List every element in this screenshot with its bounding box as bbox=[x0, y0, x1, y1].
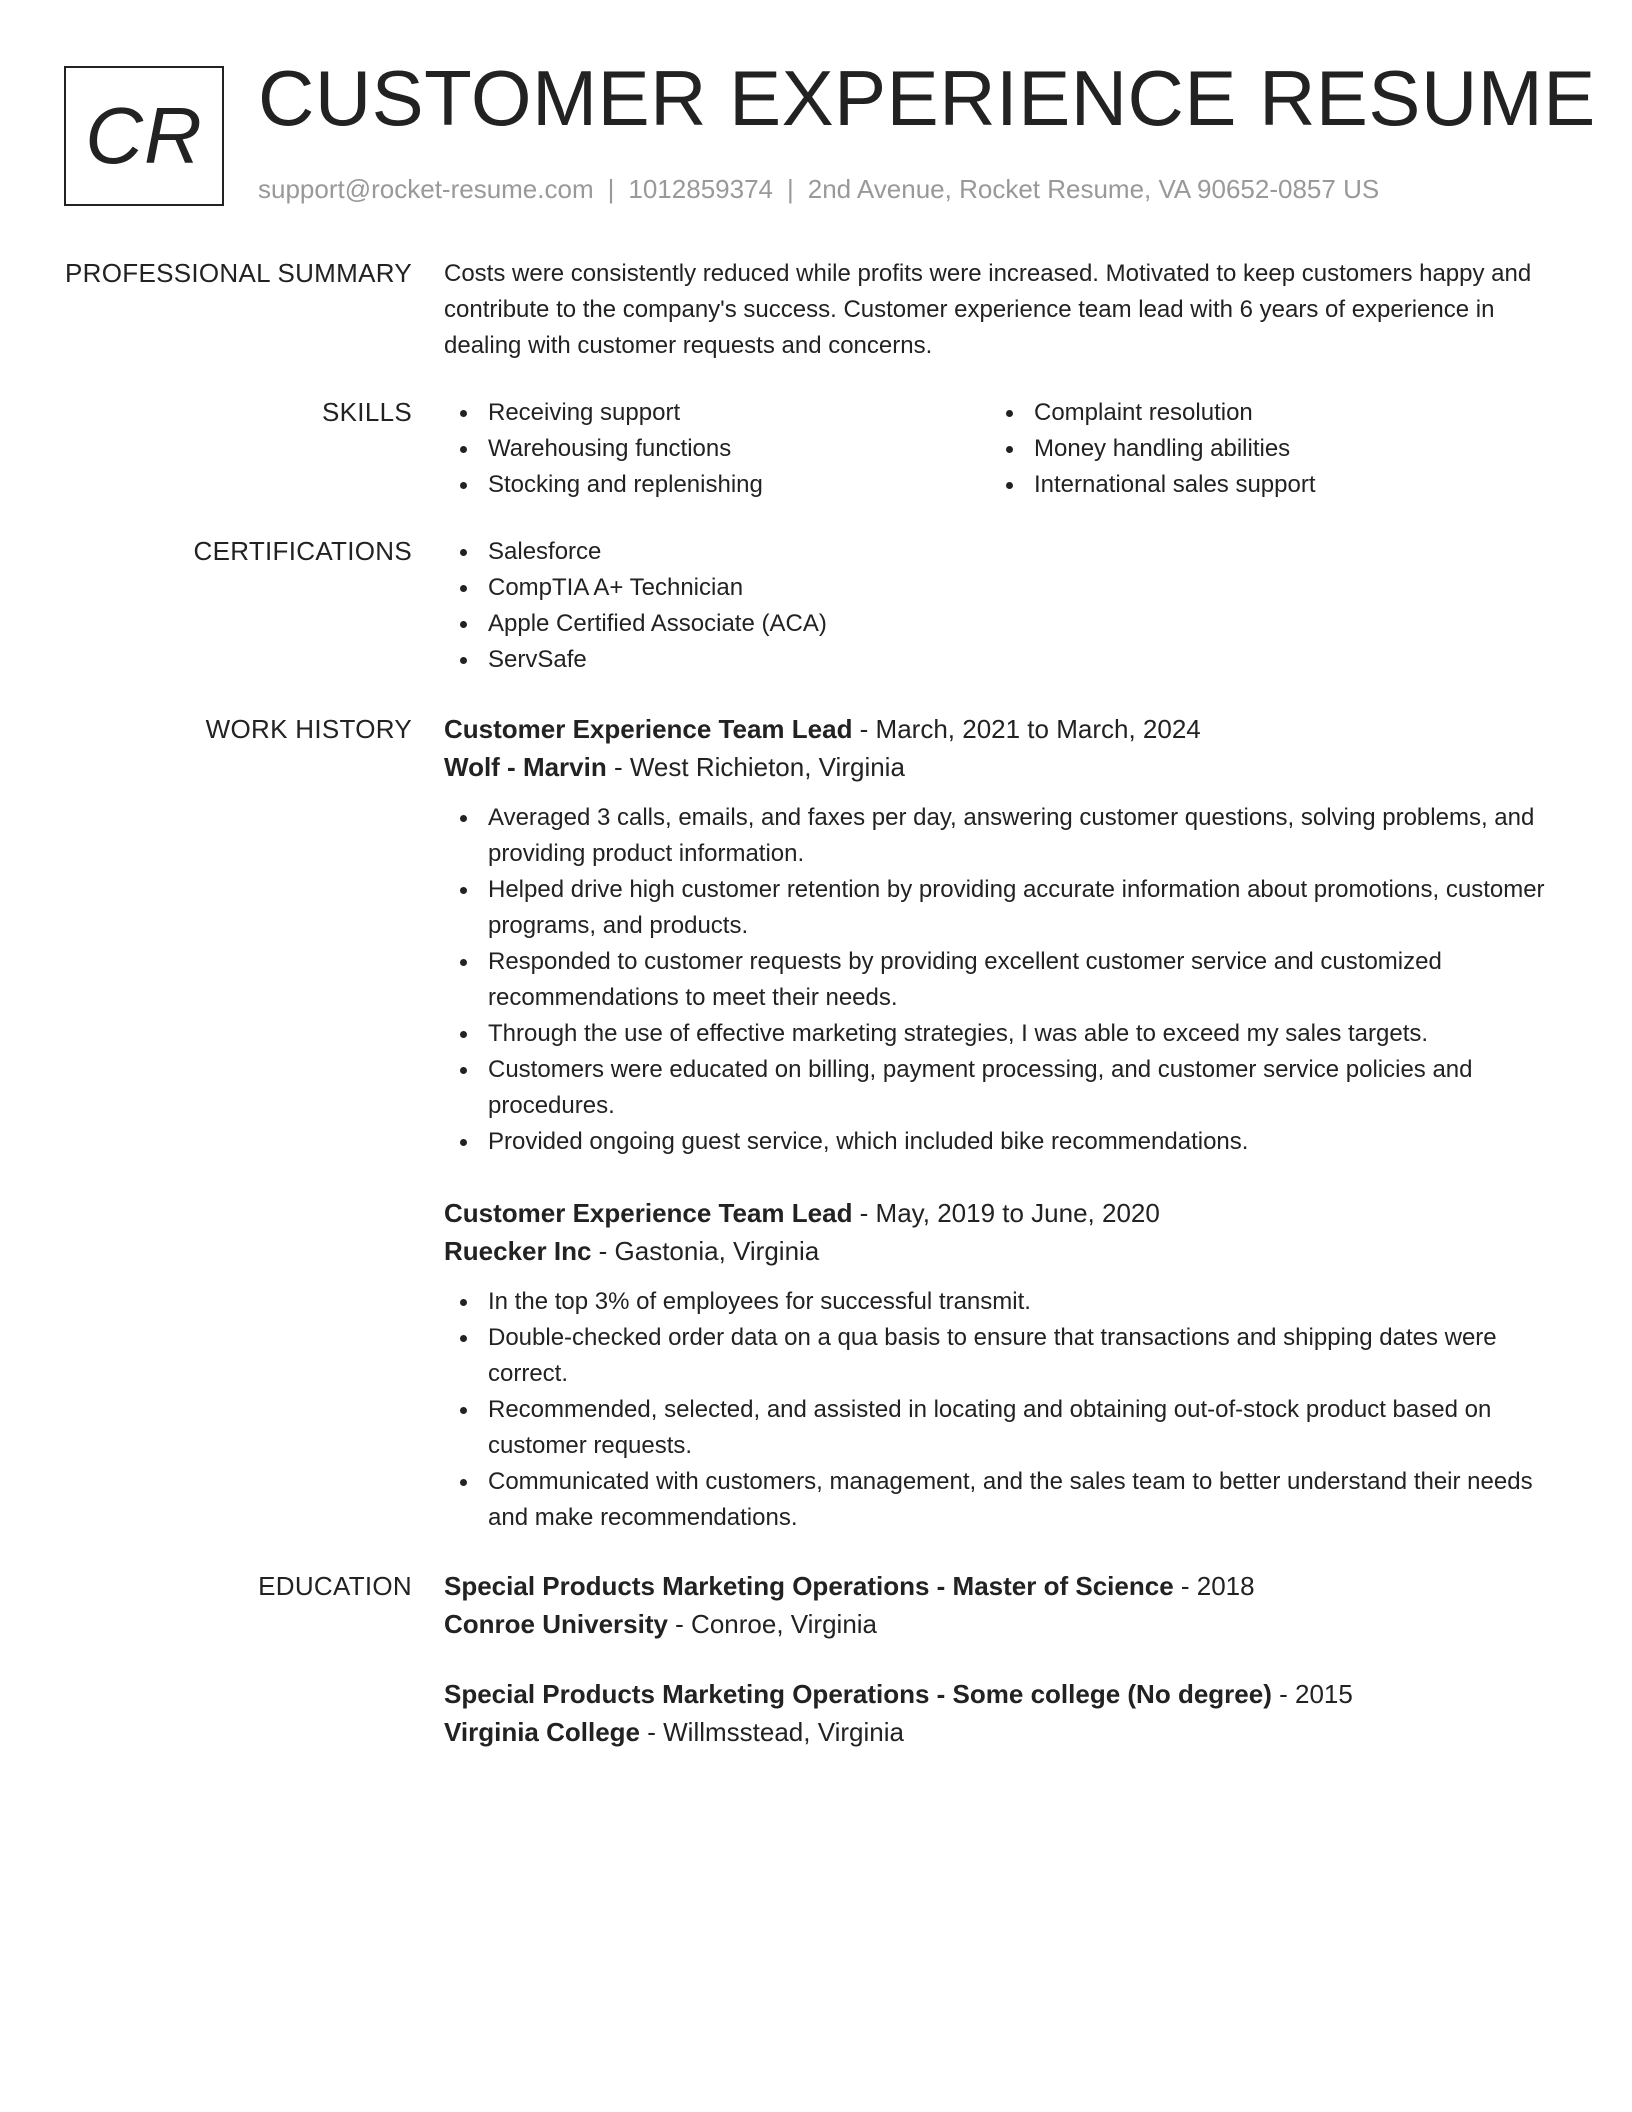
job-company: Wolf - Marvin bbox=[444, 752, 607, 782]
education-degree: Special Products Marketing Operations - Some college (No degree) bbox=[444, 1679, 1272, 1709]
contact-address: 2nd Avenue, Rocket Resume, VA 90652-0857 US bbox=[807, 174, 1380, 204]
skill-item: Warehousing functions bbox=[444, 431, 990, 467]
job-duties-list bbox=[444, 800, 1556, 1160]
section-label-summary: PROFESSIONAL SUMMARY bbox=[65, 258, 412, 288]
job-title: Customer Experience Team Lead bbox=[444, 714, 853, 744]
job-entry bbox=[444, 710, 1556, 1160]
job-company: Ruecker Inc bbox=[444, 1236, 592, 1266]
skills-column-2 bbox=[990, 395, 1536, 503]
job-duty: Averaged 3 calls, emails, and faxes per day, answering customer questions, solving problems, and providing product information. bbox=[444, 800, 1556, 872]
summary-text: Costs were consistently reduced while profits were increased. Motivated to keep customers happy and contribute to the company's success. Customer experience team lead with 6 years of experience in dealing with customer requests and concerns. bbox=[444, 260, 1532, 359]
job-duty: Through the use of effective marketing strategies, I was able to exceed my sales targets. bbox=[444, 1016, 1556, 1052]
education-location: - Willmsstead, Virginia bbox=[640, 1717, 904, 1747]
certifications-body bbox=[444, 534, 1556, 678]
job-duty: Customers were educated on billing, payment processing, and customer service policies and procedures. bbox=[444, 1052, 1556, 1124]
job-duty: Recommended, selected, and assisted in locating and obtaining out-of-stock product based on customer requests. bbox=[444, 1392, 1556, 1464]
education-school: Virginia College bbox=[444, 1717, 641, 1747]
skill-item: Complaint resolution bbox=[990, 395, 1536, 431]
job-dates: - March, 2021 to March, 2024 bbox=[852, 714, 1201, 744]
skill-item: Receiving support bbox=[444, 395, 990, 431]
certification-item: Salesforce bbox=[444, 534, 1556, 570]
certifications-list bbox=[444, 534, 1556, 678]
job-entry bbox=[444, 1194, 1556, 1536]
job-dates: - May, 2019 to June, 2020 bbox=[852, 1198, 1160, 1228]
education-degree: Special Products Marketing Operations - Master of Science bbox=[444, 1571, 1174, 1601]
section-label-certifications: CERTIFICATIONS bbox=[193, 536, 412, 566]
job-duty: In the top 3% of employees for successful transmit. bbox=[444, 1284, 1556, 1320]
monogram-box bbox=[64, 66, 224, 206]
job-duty: Responded to customer requests by providing excellent customer service and customized recommendations to meet their needs. bbox=[444, 944, 1556, 1016]
section-label-education: EDUCATION bbox=[258, 1571, 412, 1601]
contact-email: support@rocket-resume.com bbox=[258, 174, 594, 204]
contact-phone: 1012859374 bbox=[628, 174, 773, 204]
education-school: Conroe University bbox=[444, 1609, 668, 1639]
job-duties-list bbox=[444, 1284, 1556, 1536]
skills-body bbox=[444, 395, 1556, 503]
monogram-initials: CR bbox=[85, 91, 203, 180]
skill-item: International sales support bbox=[990, 467, 1536, 503]
section-label-work-history: WORK HISTORY bbox=[205, 714, 412, 744]
education-body bbox=[444, 1567, 1556, 1783]
job-title-line bbox=[444, 710, 1556, 748]
certification-item: CompTIA A+ Technician bbox=[444, 570, 1556, 606]
education-school-line bbox=[444, 1713, 1556, 1751]
skill-item: Stocking and replenishing bbox=[444, 467, 990, 503]
contact-line bbox=[258, 174, 1379, 205]
job-location: - Gastonia, Virginia bbox=[591, 1236, 820, 1266]
education-degree-line bbox=[444, 1675, 1556, 1713]
job-duty: Communicated with customers, management, and the sales team to better understand their needs and make recommendations. bbox=[444, 1464, 1556, 1536]
job-title-line bbox=[444, 1194, 1556, 1232]
education-year: - 2015 bbox=[1271, 1679, 1353, 1709]
skills-column-1 bbox=[444, 395, 990, 503]
certification-item: Apple Certified Associate (ACA) bbox=[444, 606, 1556, 642]
education-degree-line bbox=[444, 1567, 1556, 1605]
education-school-line bbox=[444, 1605, 1556, 1643]
skill-item: Money handling abilities bbox=[990, 431, 1536, 467]
education-entry bbox=[444, 1567, 1556, 1643]
job-duty: Double-checked order data on a qua basis to ensure that transactions and shipping dates were correct. bbox=[444, 1320, 1556, 1392]
education-year: - 2018 bbox=[1173, 1571, 1255, 1601]
contact-separator: | bbox=[787, 174, 794, 204]
education-location: - Conroe, Virginia bbox=[667, 1609, 878, 1639]
job-title: Customer Experience Team Lead bbox=[444, 1198, 853, 1228]
job-duty: Provided ongoing guest service, which included bike recommendations. bbox=[444, 1124, 1556, 1160]
work-history-body bbox=[444, 710, 1556, 1536]
contact-separator: | bbox=[607, 174, 615, 204]
skills-grid bbox=[444, 395, 1556, 503]
certification-item: ServSafe bbox=[444, 642, 1556, 678]
resume-title: CUSTOMER EXPERIENCE RESUME bbox=[258, 54, 1596, 142]
section-label-skills: SKILLS bbox=[322, 397, 412, 427]
job-location: - West Richieton, Virginia bbox=[606, 752, 905, 782]
summary-body bbox=[444, 256, 1556, 364]
job-duty: Helped drive high customer retention by providing accurate information about promotions, customer programs, and products. bbox=[444, 872, 1556, 944]
job-company-line bbox=[444, 748, 1556, 786]
job-company-line bbox=[444, 1232, 1556, 1270]
education-entry bbox=[444, 1675, 1556, 1751]
